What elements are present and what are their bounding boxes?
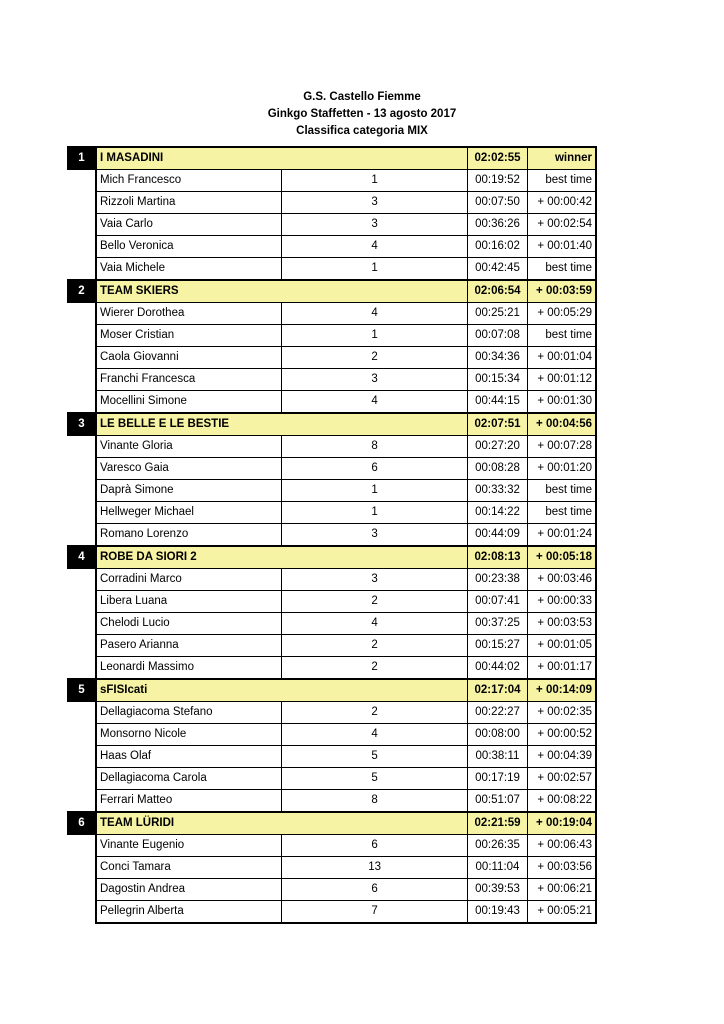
member-row xyxy=(68,192,597,214)
team-gap: winner xyxy=(528,147,597,170)
member-time: 00:38:11 xyxy=(468,746,528,768)
results-body xyxy=(68,147,597,923)
member-gap: + 00:01:24 xyxy=(528,524,597,547)
spacer-cell xyxy=(68,236,97,258)
team-row xyxy=(68,679,597,702)
member-leg: 7 xyxy=(282,901,468,924)
member-gap: best time xyxy=(528,258,597,281)
member-row xyxy=(68,569,597,591)
team-total-time: 02:21:59 xyxy=(468,812,528,835)
member-gap: best time xyxy=(528,502,597,524)
member-time: 00:15:34 xyxy=(468,369,528,391)
member-row xyxy=(68,591,597,613)
category-title: Classifica categoria MIX xyxy=(296,125,428,137)
member-time: 00:42:45 xyxy=(468,258,528,281)
member-row xyxy=(68,325,597,347)
member-gap: + 00:01:04 xyxy=(528,347,597,369)
member-leg: 2 xyxy=(282,635,468,657)
team-gap: + 00:05:18 xyxy=(528,546,597,569)
team-total-time: 02:06:54 xyxy=(468,280,528,303)
member-gap: + 00:04:39 xyxy=(528,746,597,768)
member-row xyxy=(68,258,597,281)
spacer-cell xyxy=(68,325,97,347)
spacer-cell xyxy=(68,657,97,680)
member-leg: 6 xyxy=(282,458,468,480)
team-name: TEAM SKIERS xyxy=(96,280,468,303)
member-leg: 3 xyxy=(282,192,468,214)
member-name: Rizzoli Martina xyxy=(96,192,282,214)
spacer-cell xyxy=(68,303,97,325)
team-name: sFISIcati xyxy=(96,679,468,702)
member-name: Daprà Simone xyxy=(96,480,282,502)
spacer-cell xyxy=(68,214,97,236)
member-name: Leonardi Massimo xyxy=(96,657,282,680)
member-time: 00:36:26 xyxy=(468,214,528,236)
member-leg: 1 xyxy=(282,502,468,524)
spacer-cell xyxy=(68,524,97,547)
member-gap: + 00:00:52 xyxy=(528,724,597,746)
spacer-cell xyxy=(68,635,97,657)
member-gap: + 00:03:53 xyxy=(528,613,597,635)
member-time: 00:08:28 xyxy=(468,458,528,480)
team-name: LE BELLE E LE BESTIE xyxy=(96,413,468,436)
member-row xyxy=(68,702,597,724)
member-leg: 3 xyxy=(282,369,468,391)
member-time: 00:39:53 xyxy=(468,879,528,901)
member-name: Ferrari Matteo xyxy=(96,790,282,813)
team-position: 1 xyxy=(68,147,97,170)
team-position: 3 xyxy=(68,413,97,436)
member-gap: + 00:01:12 xyxy=(528,369,597,391)
member-time: 00:26:35 xyxy=(468,835,528,857)
member-row xyxy=(68,391,597,414)
member-time: 00:33:32 xyxy=(468,480,528,502)
member-leg: 8 xyxy=(282,790,468,813)
member-leg: 2 xyxy=(282,657,468,680)
member-time: 00:07:50 xyxy=(468,192,528,214)
member-name: Corradini Marco xyxy=(96,569,282,591)
member-gap: + 00:01:20 xyxy=(528,458,597,480)
member-name: Dellagiacoma Carola xyxy=(96,768,282,790)
member-name: Bello Veronica xyxy=(96,236,282,258)
member-time: 00:25:21 xyxy=(468,303,528,325)
member-leg: 2 xyxy=(282,702,468,724)
member-leg: 3 xyxy=(282,524,468,547)
member-time: 00:44:09 xyxy=(468,524,528,547)
team-total-time: 02:17:04 xyxy=(468,679,528,702)
team-position: 6 xyxy=(68,812,97,835)
team-name: I MASADINI xyxy=(96,147,468,170)
member-time: 00:15:27 xyxy=(468,635,528,657)
member-time: 00:17:19 xyxy=(468,768,528,790)
member-row xyxy=(68,724,597,746)
team-total-time: 02:02:55 xyxy=(468,147,528,170)
member-leg: 6 xyxy=(282,835,468,857)
member-time: 00:11:04 xyxy=(468,857,528,879)
member-name: Libera Luana xyxy=(96,591,282,613)
team-name: ROBE DA SIORI 2 xyxy=(96,546,468,569)
event-title: Ginkgo Staffetten - 13 agosto 2017 xyxy=(267,108,457,120)
spacer-cell xyxy=(68,258,97,281)
spacer-cell xyxy=(68,613,97,635)
member-leg: 4 xyxy=(282,724,468,746)
member-row xyxy=(68,347,597,369)
member-gap: + 00:06:21 xyxy=(528,879,597,901)
member-leg: 2 xyxy=(282,347,468,369)
member-gap: + 00:01:40 xyxy=(528,236,597,258)
member-time: 00:16:02 xyxy=(468,236,528,258)
spacer-cell xyxy=(68,724,97,746)
spacer-cell xyxy=(68,347,97,369)
team-row xyxy=(68,280,597,303)
spacer-cell xyxy=(68,768,97,790)
member-row xyxy=(68,657,597,680)
member-gap: + 00:07:28 xyxy=(528,436,597,458)
member-name: Varesco Gaia xyxy=(96,458,282,480)
member-time: 00:23:38 xyxy=(468,569,528,591)
spacer-cell xyxy=(68,857,97,879)
member-name: Chelodi Lucio xyxy=(96,613,282,635)
member-leg: 4 xyxy=(282,391,468,414)
member-row xyxy=(68,303,597,325)
member-gap: + 00:01:30 xyxy=(528,391,597,414)
member-name: Monsorno Nicole xyxy=(96,724,282,746)
member-leg: 2 xyxy=(282,591,468,613)
spacer-cell xyxy=(68,790,97,813)
member-leg: 13 xyxy=(282,857,468,879)
team-gap: + 00:19:04 xyxy=(528,812,597,835)
spacer-cell xyxy=(68,901,97,924)
member-gap: + 00:02:35 xyxy=(528,702,597,724)
member-time: 00:37:25 xyxy=(468,613,528,635)
member-gap: + 00:03:46 xyxy=(528,569,597,591)
team-gap: + 00:04:56 xyxy=(528,413,597,436)
team-row xyxy=(68,413,597,436)
team-row xyxy=(68,147,597,170)
member-leg: 4 xyxy=(282,236,468,258)
member-gap: + 00:08:22 xyxy=(528,790,597,813)
member-name: Dagostin Andrea xyxy=(96,879,282,901)
member-name: Vinante Gloria xyxy=(96,436,282,458)
member-gap: + 00:05:21 xyxy=(528,901,597,924)
member-gap: + 00:02:57 xyxy=(528,768,597,790)
spacer-cell xyxy=(68,480,97,502)
spacer-cell xyxy=(68,591,97,613)
team-position: 5 xyxy=(68,679,97,702)
member-name: Hellweger Michael xyxy=(96,502,282,524)
member-gap: + 00:01:17 xyxy=(528,657,597,680)
member-name: Mocellini Simone xyxy=(96,391,282,414)
member-name: Wierer Dorothea xyxy=(96,303,282,325)
spacer-cell xyxy=(68,436,97,458)
member-name: Dellagiacoma Stefano xyxy=(96,702,282,724)
member-name: Franchi Francesca xyxy=(96,369,282,391)
member-row xyxy=(68,170,597,192)
team-gap: + 00:14:09 xyxy=(528,679,597,702)
member-name: Mich Francesco xyxy=(96,170,282,192)
member-row xyxy=(68,635,597,657)
member-time: 00:19:43 xyxy=(468,901,528,924)
member-row xyxy=(68,458,597,480)
member-row xyxy=(68,502,597,524)
member-gap: + 00:02:54 xyxy=(528,214,597,236)
spacer-cell xyxy=(68,702,97,724)
member-leg: 5 xyxy=(282,768,468,790)
member-time: 00:51:07 xyxy=(468,790,528,813)
spacer-cell xyxy=(68,458,97,480)
member-row xyxy=(68,524,597,547)
spacer-cell xyxy=(68,170,97,192)
member-name: Caola Giovanni xyxy=(96,347,282,369)
member-time: 00:22:27 xyxy=(468,702,528,724)
member-leg: 8 xyxy=(282,436,468,458)
member-row xyxy=(68,768,597,790)
member-name: Moser Cristian xyxy=(96,325,282,347)
member-time: 00:07:41 xyxy=(468,591,528,613)
member-gap: + 00:05:29 xyxy=(528,303,597,325)
member-row xyxy=(68,857,597,879)
team-row xyxy=(68,546,597,569)
member-time: 00:44:02 xyxy=(468,657,528,680)
member-time: 00:27:20 xyxy=(468,436,528,458)
spacer-cell xyxy=(68,192,97,214)
team-position: 2 xyxy=(68,280,97,303)
member-leg: 1 xyxy=(282,258,468,281)
team-total-time: 02:07:51 xyxy=(468,413,528,436)
member-row xyxy=(68,879,597,901)
member-leg: 1 xyxy=(282,480,468,502)
member-gap: + 00:03:56 xyxy=(528,857,597,879)
team-row xyxy=(68,812,597,835)
team-gap: + 00:03:59 xyxy=(528,280,597,303)
member-time: 00:07:08 xyxy=(468,325,528,347)
spacer-cell xyxy=(68,369,97,391)
member-row xyxy=(68,369,597,391)
spacer-cell xyxy=(68,391,97,414)
member-row xyxy=(68,613,597,635)
member-leg: 3 xyxy=(282,569,468,591)
team-total-time: 02:08:13 xyxy=(468,546,528,569)
club-name: G.S. Castello Fiemme xyxy=(303,91,421,103)
member-leg: 1 xyxy=(282,325,468,347)
member-leg: 4 xyxy=(282,303,468,325)
spacer-cell xyxy=(68,502,97,524)
spacer-cell xyxy=(68,569,97,591)
member-name: Vinante Eugenio xyxy=(96,835,282,857)
member-row xyxy=(68,436,597,458)
member-gap: best time xyxy=(528,325,597,347)
member-gap: + 00:00:33 xyxy=(528,591,597,613)
member-time: 00:19:52 xyxy=(468,170,528,192)
member-leg: 3 xyxy=(282,214,468,236)
member-time: 00:14:22 xyxy=(468,502,528,524)
member-row xyxy=(68,480,597,502)
member-row xyxy=(68,236,597,258)
member-name: Conci Tamara xyxy=(96,857,282,879)
spacer-cell xyxy=(68,835,97,857)
member-gap: + 00:06:43 xyxy=(528,835,597,857)
results-table xyxy=(67,146,597,924)
spacer-cell xyxy=(68,746,97,768)
member-time: 00:44:15 xyxy=(468,391,528,414)
member-leg: 1 xyxy=(282,170,468,192)
member-name: Pellegrin Alberta xyxy=(96,901,282,924)
member-name: Vaia Carlo xyxy=(96,214,282,236)
member-gap: + 00:00:42 xyxy=(528,192,597,214)
team-name: TEAM LÜRIDI xyxy=(96,812,468,835)
member-name: Vaia Michele xyxy=(96,258,282,281)
member-gap: best time xyxy=(528,170,597,192)
member-row xyxy=(68,835,597,857)
document-header xyxy=(0,89,724,140)
member-leg: 4 xyxy=(282,613,468,635)
member-gap: best time xyxy=(528,480,597,502)
member-row xyxy=(68,746,597,768)
member-row xyxy=(68,790,597,813)
member-name: Romano Lorenzo xyxy=(96,524,282,547)
member-gap: + 00:01:05 xyxy=(528,635,597,657)
member-row xyxy=(68,214,597,236)
team-position: 4 xyxy=(68,546,97,569)
member-name: Pasero Arianna xyxy=(96,635,282,657)
member-leg: 6 xyxy=(282,879,468,901)
member-row xyxy=(68,901,597,924)
member-name: Haas Olaf xyxy=(96,746,282,768)
member-time: 00:34:36 xyxy=(468,347,528,369)
member-leg: 5 xyxy=(282,746,468,768)
spacer-cell xyxy=(68,879,97,901)
member-time: 00:08:00 xyxy=(468,724,528,746)
